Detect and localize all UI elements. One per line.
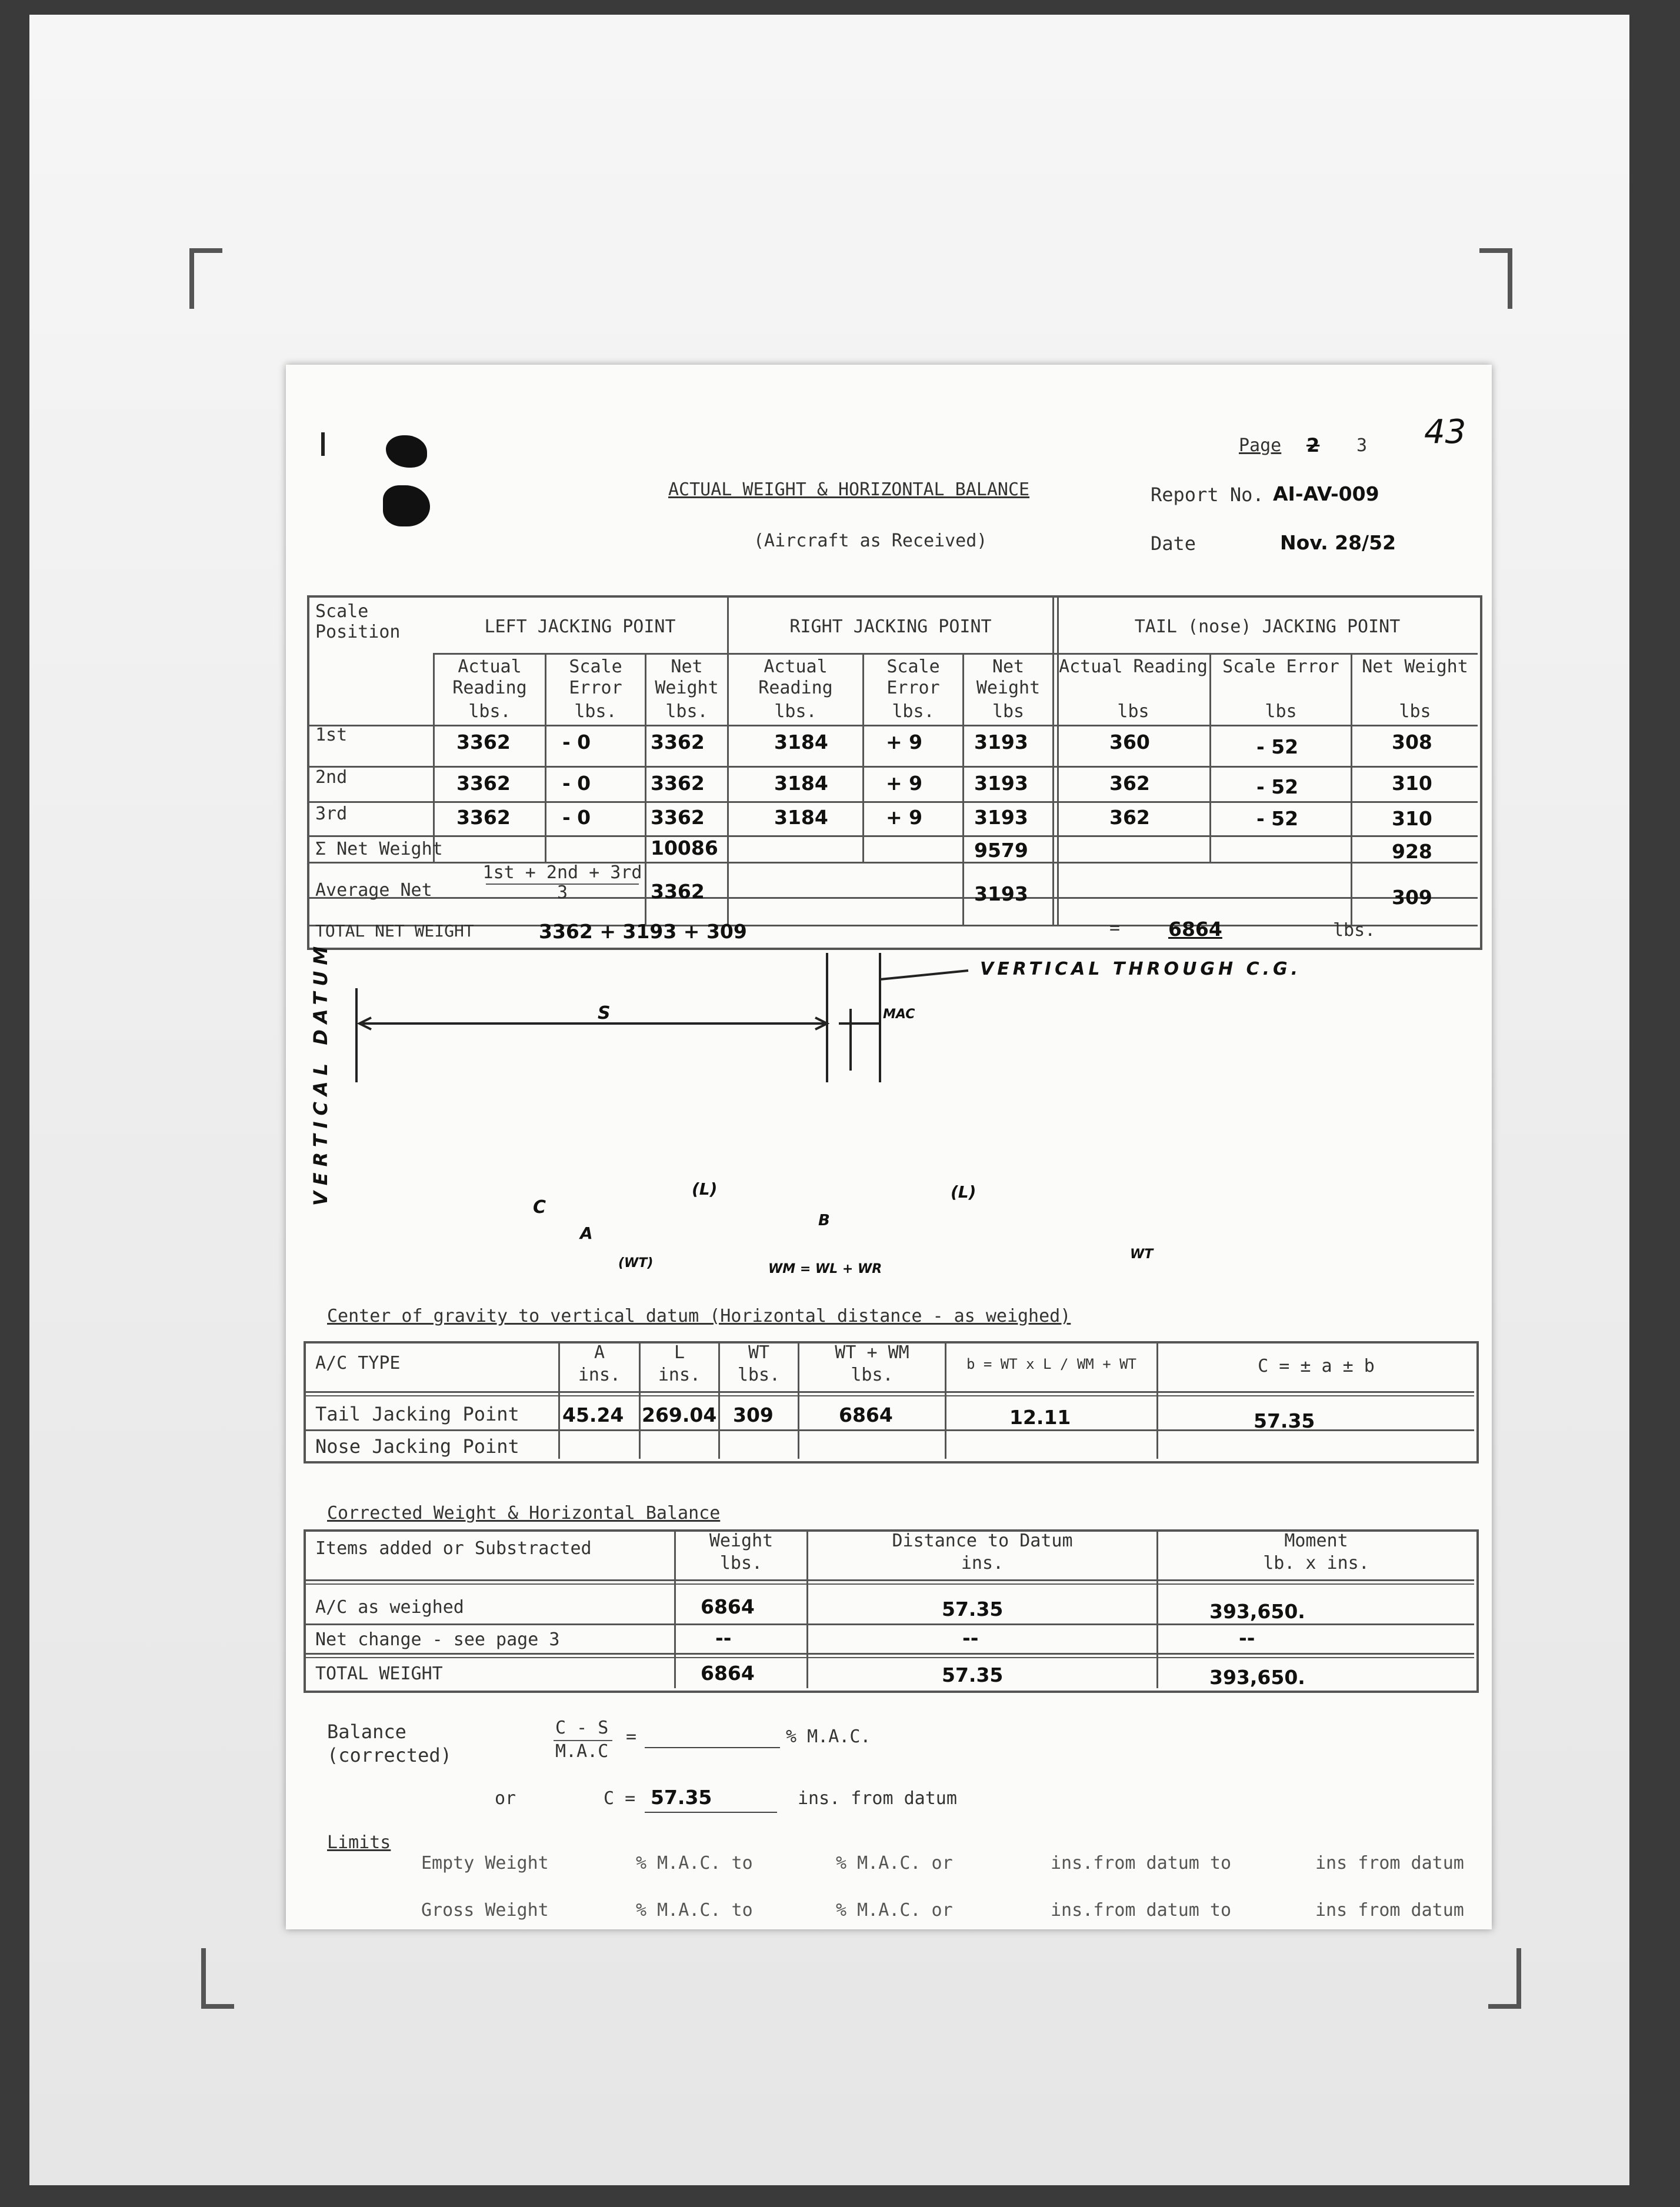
cell-value: 3362 [456, 772, 511, 795]
unit-lbs: lbs. [574, 701, 617, 722]
net-change-label: Net change - see page 3 [315, 1629, 560, 1650]
limits-title: Limits [327, 1832, 391, 1853]
wt-right-label: WT [1130, 1247, 1154, 1262]
moment-unit: lb. x ins. [1263, 1553, 1369, 1573]
document-subtitle: (Aircraft as Received) [754, 531, 988, 551]
cell-value: 362 [1109, 772, 1150, 795]
crop-mark-top-right [1479, 248, 1512, 309]
right-jacking-header: RIGHT JACKING POINT [789, 616, 992, 637]
nose-jacking-row-label: Nose Jacking Point [315, 1435, 519, 1458]
cell-value: 3193 [974, 772, 1028, 795]
distance-a-label: A [580, 1223, 593, 1243]
net-change-moment: -- [1239, 1626, 1255, 1649]
cell-value: 3184 [774, 806, 828, 829]
tail-jacking-header: TAIL (nose) JACKING POINT [1134, 616, 1401, 637]
a-unit: ins. [578, 1365, 621, 1385]
cell-value: + 9 [886, 731, 923, 754]
net-change-weight: -- [715, 1626, 732, 1649]
cell-value: 3184 [774, 731, 828, 754]
unit-lbs: lbs [1265, 701, 1297, 722]
b-formula-header: b = WT x L / WM + WT [966, 1356, 1136, 1372]
balance-denominator: M.A.C [555, 1741, 609, 1762]
cell-value: - 52 [1256, 735, 1299, 758]
cell-value: - 0 [562, 731, 591, 754]
vertical-through-cg-label: VERTICAL THROUGH C.G. [980, 959, 1302, 979]
left-actual-header: Actual Reading [452, 656, 527, 698]
page-struck: 2 [1306, 434, 1320, 456]
average-left: 3362 [651, 880, 705, 903]
distance-unit: ins. [961, 1553, 1004, 1573]
gross-weight-label: Gross Weight [421, 1900, 549, 1921]
tail-jacking-row-label: Tail Jacking Point [315, 1403, 519, 1425]
average-net-label: Average Net [315, 880, 432, 901]
weighing-diagram [286, 365, 1492, 1082]
unit-lbs: lbs. [468, 701, 511, 722]
weighed-moment: 393,650. [1209, 1600, 1305, 1623]
unit-lbs: lbs. [774, 701, 817, 722]
unit-lbs: lbs. [892, 701, 935, 722]
distance-l-label-left: (L) [692, 1179, 718, 1199]
total-unit: lbs. [1333, 920, 1376, 941]
cell-value: 3184 [774, 772, 828, 795]
crop-mark-bottom-right [1488, 1948, 1521, 2009]
corner-number: 43 [1424, 413, 1466, 451]
cg-a-value: 45.24 [562, 1403, 624, 1426]
date-label: Date [1151, 532, 1196, 555]
balance-numerator: C - S [555, 1718, 609, 1738]
right-error-header: Scale Error [886, 656, 940, 698]
scale-position-header: Scale Position [315, 601, 401, 642]
distance-header: Distance to Datum [892, 1531, 1073, 1551]
moment-header: Moment [1284, 1531, 1348, 1551]
c-unit: ins. from datum [798, 1788, 957, 1809]
left-error-header: Scale Error [569, 656, 622, 698]
empty-weight-label: Empty Weight [421, 1853, 549, 1873]
ac-type-header: A/C TYPE [315, 1353, 401, 1373]
average-divisor: 3 [556, 882, 568, 903]
average-right: 3193 [974, 882, 1028, 905]
distance-l-label-right: (L) [951, 1182, 976, 1202]
cell-value: 310 [1392, 772, 1432, 795]
distance-s-label: S [598, 1003, 611, 1024]
unit-lbs: lbs [1117, 701, 1149, 722]
cg-b-value: 12.11 [1009, 1406, 1071, 1429]
cell-value: 3362 [651, 806, 705, 829]
row-label-2nd: 2nd [315, 767, 348, 788]
balance-mac-unit: % M.A.C. [786, 1726, 871, 1747]
empty-mac-or: % M.A.C. or [836, 1853, 953, 1873]
gross-mac-or: % M.A.C. or [836, 1900, 953, 1921]
total-moment-value: 393,650. [1209, 1666, 1305, 1689]
sum-tail: 928 [1392, 840, 1432, 863]
cg-wt-value: 309 [733, 1403, 774, 1426]
cell-value: - 0 [562, 772, 591, 795]
corrected-section-title: Corrected Weight & Horizontal Balance [327, 1503, 721, 1523]
cg-l-value: 269.04 [642, 1403, 717, 1426]
average-tail: 309 [1392, 886, 1432, 909]
page-number: 3 [1356, 435, 1368, 456]
total-value: 6864 [1168, 918, 1222, 941]
cell-value: - 52 [1256, 807, 1299, 830]
balance-corrected-label: (corrected) [327, 1744, 452, 1766]
document-sheet [286, 365, 1492, 1929]
tail-error-header: Scale Error [1222, 656, 1339, 677]
cell-value: 3362 [456, 806, 511, 829]
right-net-header: Net Weight [976, 656, 1041, 698]
cell-value: - 52 [1256, 775, 1299, 798]
tail-actual-header: Actual Reading [1059, 656, 1208, 677]
wt-unit: lbs. [737, 1365, 781, 1385]
unit-lbs: lbs [1399, 701, 1431, 722]
cell-value: + 9 [886, 806, 923, 829]
sum-net-weight-label: Σ Net Weight [315, 839, 443, 859]
or-label: or [495, 1788, 516, 1809]
cell-value: 3362 [456, 731, 511, 754]
empty-mac-to: % M.A.C. to [636, 1853, 753, 1873]
gross-mac-to: % M.A.C. to [636, 1900, 753, 1921]
total-weight-label: TOTAL WEIGHT [315, 1663, 443, 1684]
gross-datum-to: ins.from datum to [1051, 1900, 1232, 1921]
cell-value: + 9 [886, 772, 923, 795]
l-unit: ins. [658, 1365, 701, 1385]
distance-b-label: B [818, 1212, 830, 1229]
cell-value: 3362 [651, 772, 705, 795]
document-title: ACTUAL WEIGHT & HORIZONTAL BALANCE [668, 479, 1030, 500]
row-label-1st: 1st [315, 725, 348, 745]
date-value: Nov. 28/52 [1280, 531, 1396, 554]
unit-lbs: lbs [992, 701, 1025, 722]
wtwm-header: WT + WM [835, 1342, 909, 1363]
cg-c-value: 57.35 [1254, 1409, 1315, 1432]
unit-lbs: lbs. [665, 701, 708, 722]
weighed-distance: 57.35 [942, 1598, 1004, 1621]
crop-mark-bottom-left [201, 1948, 234, 2009]
weight-unit: lbs. [719, 1553, 763, 1573]
a-header: A [594, 1342, 605, 1363]
weight-header: Weight [709, 1531, 774, 1551]
average-formula: 1st + 2nd + 3rd [482, 862, 642, 883]
sum-right: 9579 [974, 839, 1028, 862]
c-value: 57.35 [651, 1786, 712, 1809]
total-equals: = [1109, 918, 1121, 938]
crop-mark-top-left [189, 248, 222, 309]
l-header: L [674, 1342, 685, 1363]
balance-equals: = [626, 1726, 637, 1747]
wt-header: WT [748, 1342, 770, 1363]
mac-label: MAC [883, 1007, 915, 1022]
cell-value: 362 [1109, 806, 1150, 829]
empty-datum: ins from datum [1315, 1853, 1464, 1873]
cell-value: 308 [1392, 731, 1432, 754]
total-net-weight-label: TOTAL NET WEIGHT [315, 921, 474, 941]
cell-value: 360 [1109, 731, 1150, 754]
balance-label: Balance [327, 1721, 406, 1743]
c-formula-header: C = ± a ± b [1258, 1356, 1375, 1376]
wt-left-label: (WT) [618, 1256, 654, 1271]
vertical-datum-label: VERTICAL DATUM [309, 940, 332, 1206]
weighed-weight: 6864 [701, 1595, 755, 1618]
total-expression: 3362 + 3193 + 309 [539, 920, 747, 943]
distance-c-label: C [533, 1197, 546, 1218]
ac-as-weighed-label: A/C as weighed [315, 1597, 464, 1618]
cg-wtwm-value: 6864 [839, 1403, 893, 1426]
row-label-3rd: 3rd [315, 804, 348, 824]
total-weight-value: 6864 [701, 1662, 755, 1685]
items-header: Items added or Substracted [315, 1538, 592, 1559]
cell-value: - 0 [562, 806, 591, 829]
tail-net-header: Net Weight [1362, 656, 1468, 677]
c-equals-label: C = [604, 1788, 636, 1809]
cg-section-title: Center of gravity to vertical datum (Horizontal distance - as weighed) [327, 1306, 1071, 1326]
empty-datum-to: ins.from datum to [1051, 1853, 1232, 1873]
cell-value: 3193 [974, 731, 1028, 754]
left-net-header: Net Weight [655, 656, 719, 698]
sum-left: 10086 [651, 836, 718, 859]
gross-datum: ins from datum [1315, 1900, 1464, 1921]
cell-value: 310 [1392, 807, 1432, 830]
net-change-distance: -- [962, 1626, 979, 1649]
cell-value: 3193 [974, 806, 1028, 829]
total-distance-value: 57.35 [942, 1663, 1004, 1686]
wm-formula-label: WM = WL + WR [768, 1262, 882, 1276]
left-jacking-header: LEFT JACKING POINT [484, 616, 676, 637]
page-label: Page [1239, 435, 1282, 456]
report-label: Report No. [1151, 484, 1264, 506]
right-actual-header: Actual Reading [758, 656, 833, 698]
wtwm-unit: lbs. [851, 1365, 894, 1385]
report-number: AI-AV-009 [1273, 482, 1379, 505]
cell-value: 3362 [651, 731, 705, 754]
